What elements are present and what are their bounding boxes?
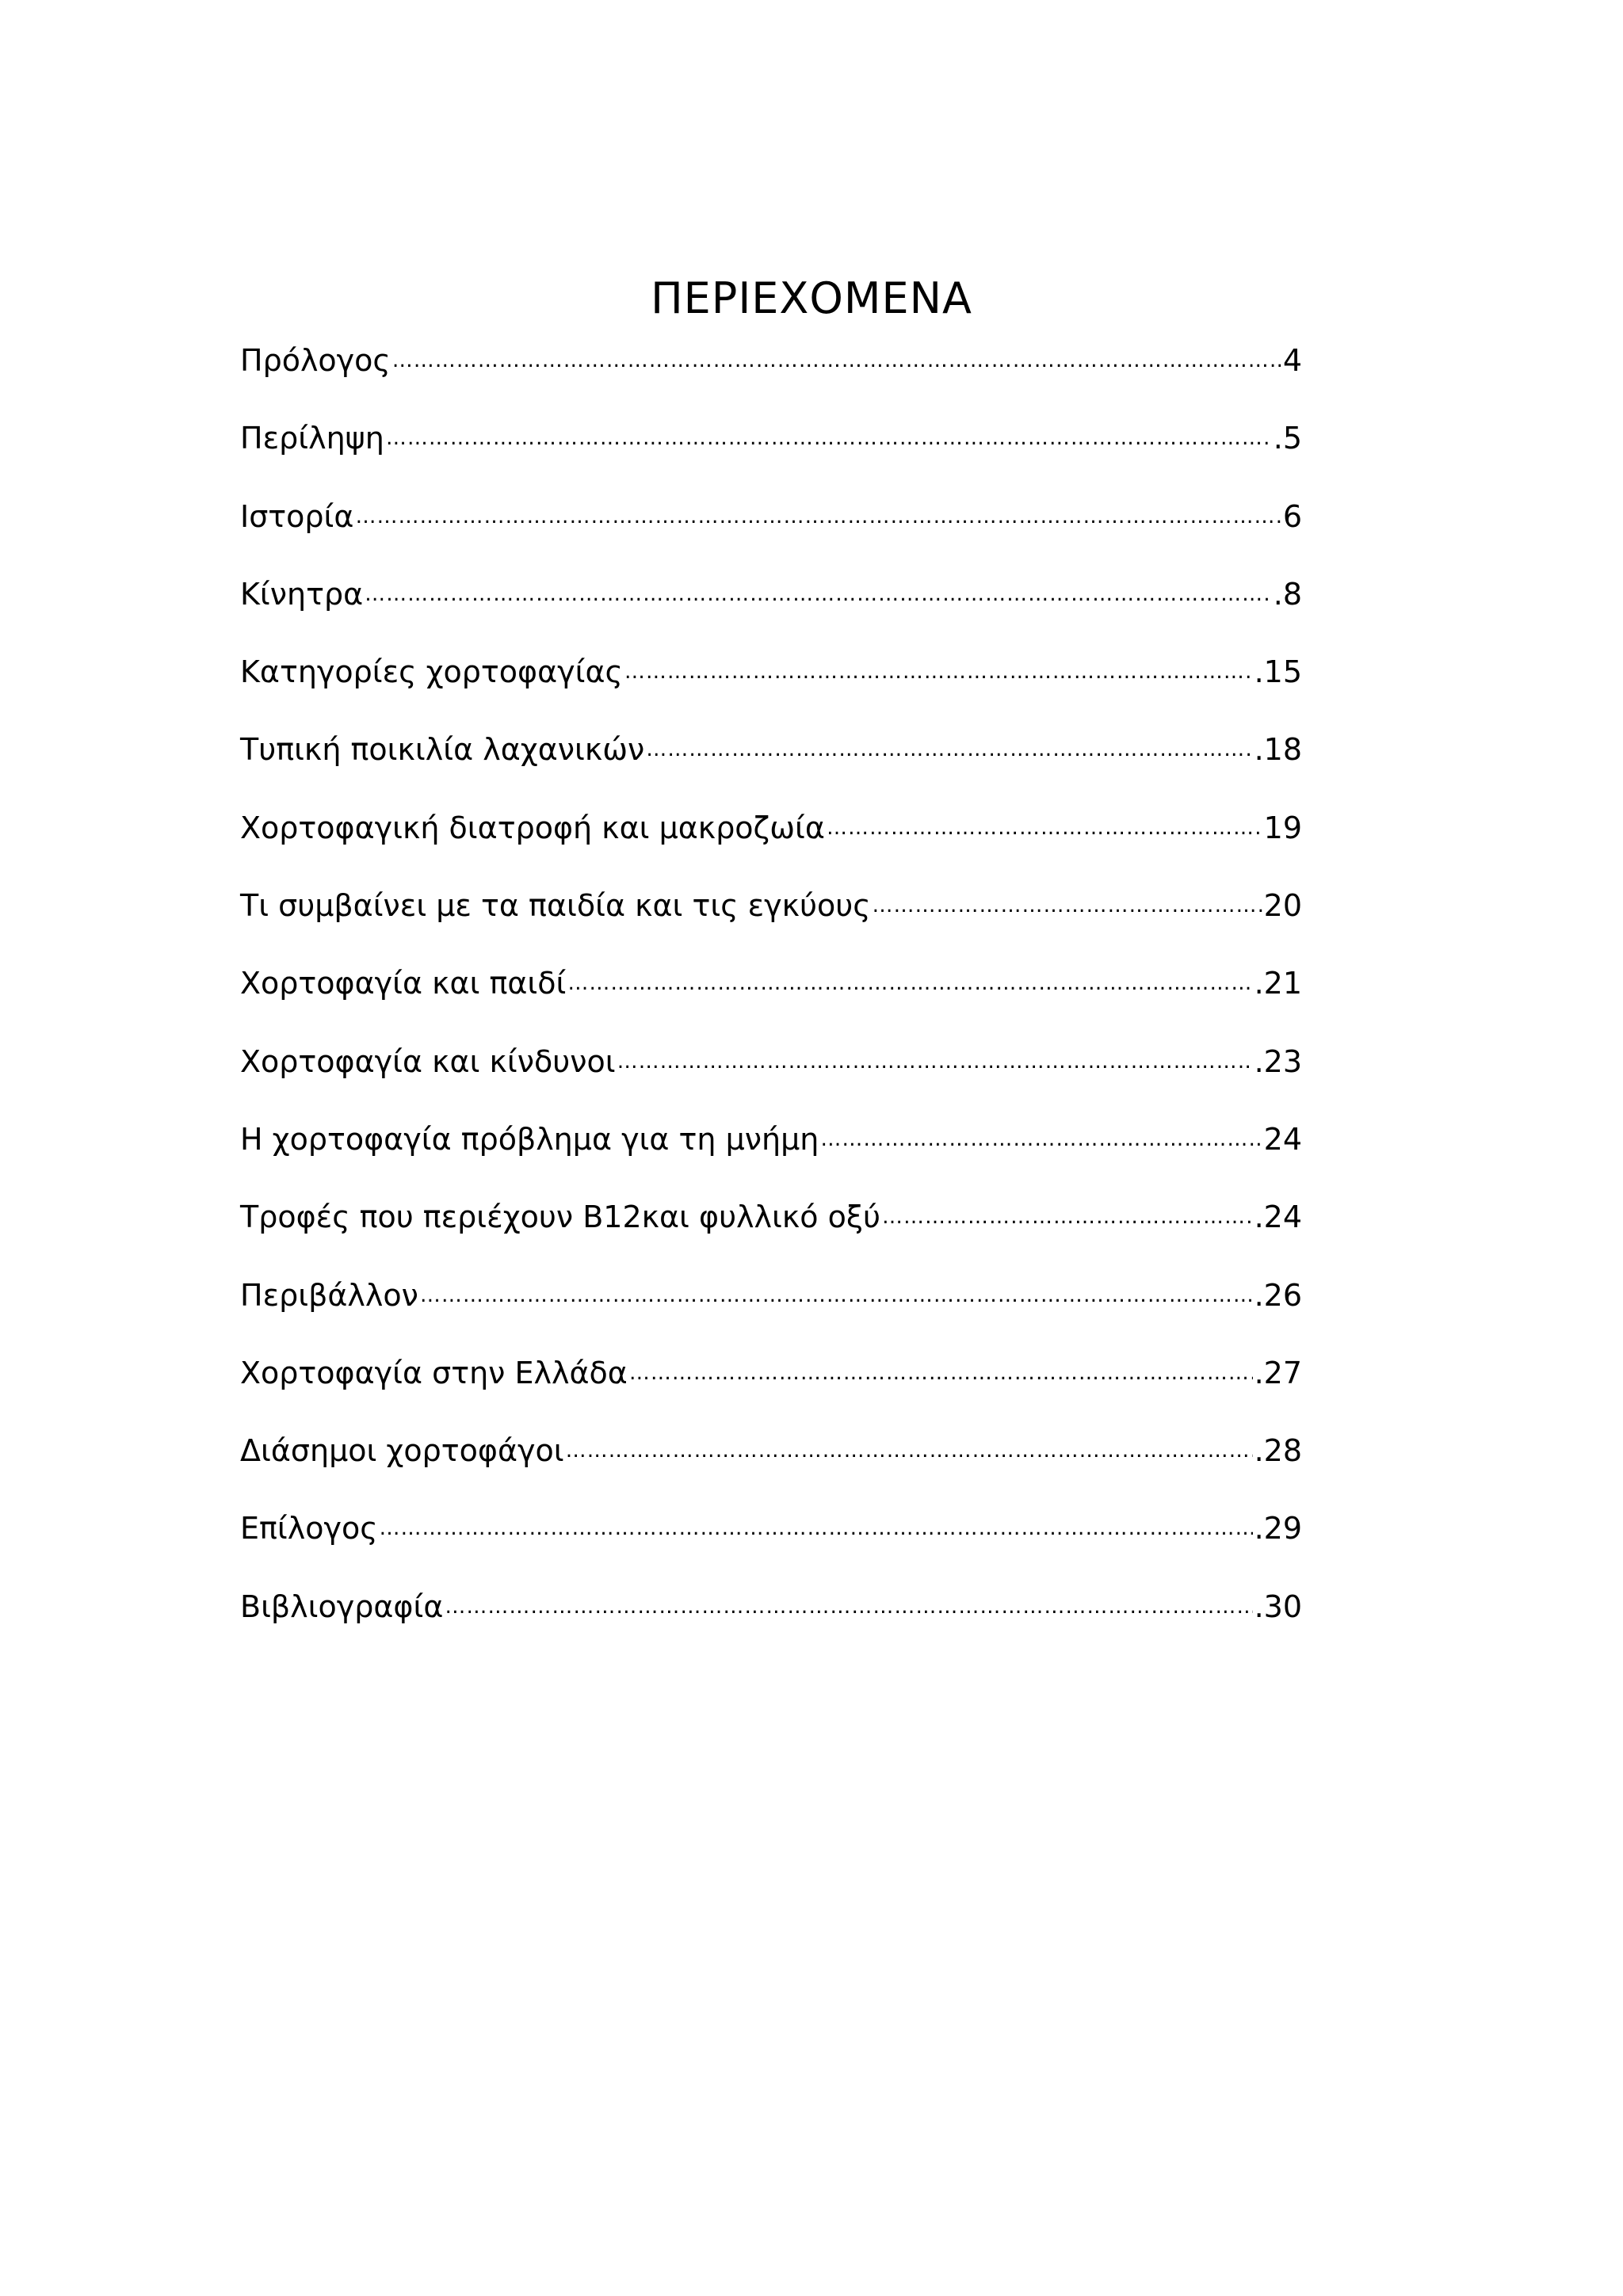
toc-entry-label: Χορτοφαγία και παιδί [240,966,567,1001]
toc-entry-page: 20 [1263,888,1302,924]
toc-dot-leader [380,1505,1253,1552]
toc-entry-page: .29 [1254,1511,1302,1547]
toc-dot-leader [827,804,1262,852]
toc-entry-page: .30 [1254,1589,1302,1624]
toc-entry-label: Περίληψη [240,421,384,456]
toc-dot-leader [445,1583,1252,1630]
toc-entry-page: .28 [1254,1433,1302,1469]
toc-entry [240,804,1302,882]
toc-entry [240,882,1302,959]
toc-entry [240,1583,1302,1661]
toc-entry [240,1349,1302,1427]
toc-entry-page: .27 [1254,1355,1302,1390]
toc-entry-page: .21 [1254,966,1302,1001]
toc-entry-label: Πρόλογος [240,343,391,378]
toc-entry-label: Χορτοφαγία και κίνδυνοι [240,1043,616,1079]
toc-entry [240,414,1302,492]
toc-entry-label: Βιβλιογραφία [240,1589,444,1624]
table-of-contents [240,337,1302,1661]
toc-entry-label: Περιβάλλον [240,1277,418,1313]
toc-entry [240,493,1302,570]
toc-entry-label: Ιστορία [240,498,354,534]
toc-entry-page: 4 [1282,343,1302,378]
toc-dot-leader [355,493,1281,540]
toc-dot-leader [386,414,1272,462]
toc-entry-page: .24 [1254,1199,1302,1235]
toc-dot-leader [567,959,1252,1007]
toc-entry-label: Τυπική ποικιλία λαχανικών [240,732,645,768]
page-title: ΠΕΡΙΕΧΟΜΕΝΑ [651,273,972,324]
toc-entry-label: Χορτοφαγική διατροφή και μακροζωία [240,810,825,845]
toc-dot-leader [646,726,1252,773]
toc-entry [240,337,1302,414]
toc-dot-leader [566,1427,1253,1474]
toc-entry-label: Η χορτοφαγία πρόβλημα για τη μνήμη [240,1121,819,1157]
toc-entry [240,570,1302,648]
toc-entry-label: Τι συμβαίνει με τα παιδία και τις εγκύους [240,888,871,924]
toc-entry-label: Χορτοφαγία στην Ελλάδα [240,1355,628,1390]
toc-dot-leader [420,1272,1253,1319]
toc-entry-page: .26 [1254,1277,1302,1313]
toc-entry-page: .23 [1254,1043,1302,1079]
toc-dot-leader [392,337,1281,384]
toc-entry-label: Τροφές που περιέχουν Β12και φυλλικό οξύ [240,1199,881,1235]
toc-entry-page: 6 [1282,498,1302,534]
toc-entry [240,1116,1302,1193]
toc-entry-label: Διάσημοι χορτοφάγοι [240,1433,564,1469]
toc-entry [240,1427,1302,1505]
toc-entry [240,959,1302,1037]
toc-entry-label: Κίνητρα [240,576,364,612]
toc-entry-label: Επίλογος [240,1511,378,1547]
toc-dot-leader [882,1193,1253,1241]
toc-entry [240,648,1302,726]
toc-entry [240,726,1302,803]
toc-entry [240,1193,1302,1271]
toc-entry-page: 24 [1263,1121,1302,1157]
toc-entry-page: 19 [1263,810,1302,845]
toc-dot-leader [365,570,1272,618]
toc-entry [240,1505,1302,1582]
toc-entry-page: .8 [1273,576,1302,612]
toc-entry [240,1272,1302,1349]
toc-dot-leader [617,1038,1253,1085]
toc-dot-leader [820,1116,1262,1163]
toc-dot-leader [629,1349,1253,1397]
toc-entry-page: .18 [1254,732,1302,768]
toc-entry-page: .15 [1254,654,1302,690]
toc-entry [240,1038,1302,1116]
toc-entry-page: .5 [1273,421,1302,456]
toc-entry-label: Κατηγορίες χορτοφαγίας [240,654,623,690]
toc-dot-leader [873,882,1262,929]
toc-dot-leader [624,648,1253,696]
